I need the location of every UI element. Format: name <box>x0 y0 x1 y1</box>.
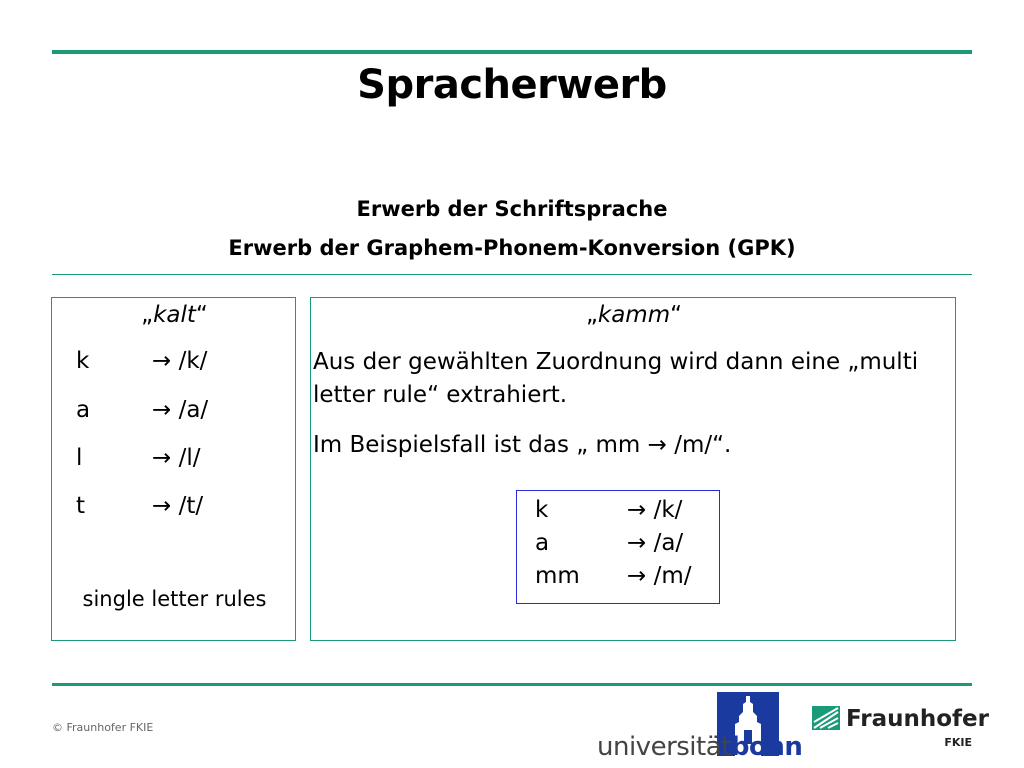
word-kamm: kamm <box>597 302 671 328</box>
subtitle-schriftsprache: Erwerb der Schriftsprache <box>356 197 668 221</box>
open-quote: „ <box>141 302 154 328</box>
single-letter-rules-caption: single letter rules <box>82 587 267 611</box>
fraunhofer-logo <box>812 704 989 752</box>
grapheme: l <box>76 445 83 471</box>
explanation-paragraph: Aus der gewählten Zuordnung wird dann eine „multi letter rule“ extrahiert. <box>313 349 919 408</box>
grapheme: a <box>535 530 550 556</box>
fraunhofer-wordmark: Fraunhofer <box>846 706 989 732</box>
grapheme: k <box>76 348 90 374</box>
phoneme: → /k/ <box>627 497 683 523</box>
phoneme: → /m/ <box>627 563 692 589</box>
phoneme: → /t/ <box>152 493 204 519</box>
grapheme: mm <box>535 563 580 589</box>
uni-bonn-text: bonn <box>730 732 803 762</box>
multi-letter-rules-box <box>516 490 720 604</box>
example-word-kamm <box>311 302 957 328</box>
phoneme: → /a/ <box>152 397 209 423</box>
university-wordmark <box>597 732 802 762</box>
universitaet-bonn-logo <box>597 692 803 762</box>
phoneme: → /l/ <box>152 445 201 471</box>
grapheme: k <box>535 497 549 523</box>
copyright-notice: © Fraunhofer FKIE <box>52 721 154 734</box>
close-quote: “ <box>670 302 683 328</box>
subtitle-gpk: Erwerb der Graphem-Phonem-Konversion (GPK) <box>228 236 796 260</box>
mid-divider <box>52 274 972 275</box>
kalt-box <box>51 297 296 641</box>
kamm-box <box>310 297 956 641</box>
grapheme: t <box>76 493 86 519</box>
slide-title: Spracherwerb <box>357 62 667 108</box>
open-quote: „ <box>585 302 598 328</box>
fraunhofer-mark-icon <box>812 706 840 730</box>
phoneme: → /k/ <box>152 348 208 374</box>
fkie-label: FKIE <box>944 736 972 749</box>
example-paragraph: Im Beispielsfall ist das „ mm → /m/“. <box>313 432 732 458</box>
grapheme: a <box>76 397 91 423</box>
uni-prefix-text: universität <box>597 732 731 762</box>
word-kalt: kalt <box>153 302 196 328</box>
example-word-kalt <box>52 302 297 328</box>
close-quote: “ <box>195 302 208 328</box>
phoneme: → /a/ <box>627 530 684 556</box>
bottom-divider <box>52 683 972 686</box>
top-divider <box>52 50 972 54</box>
